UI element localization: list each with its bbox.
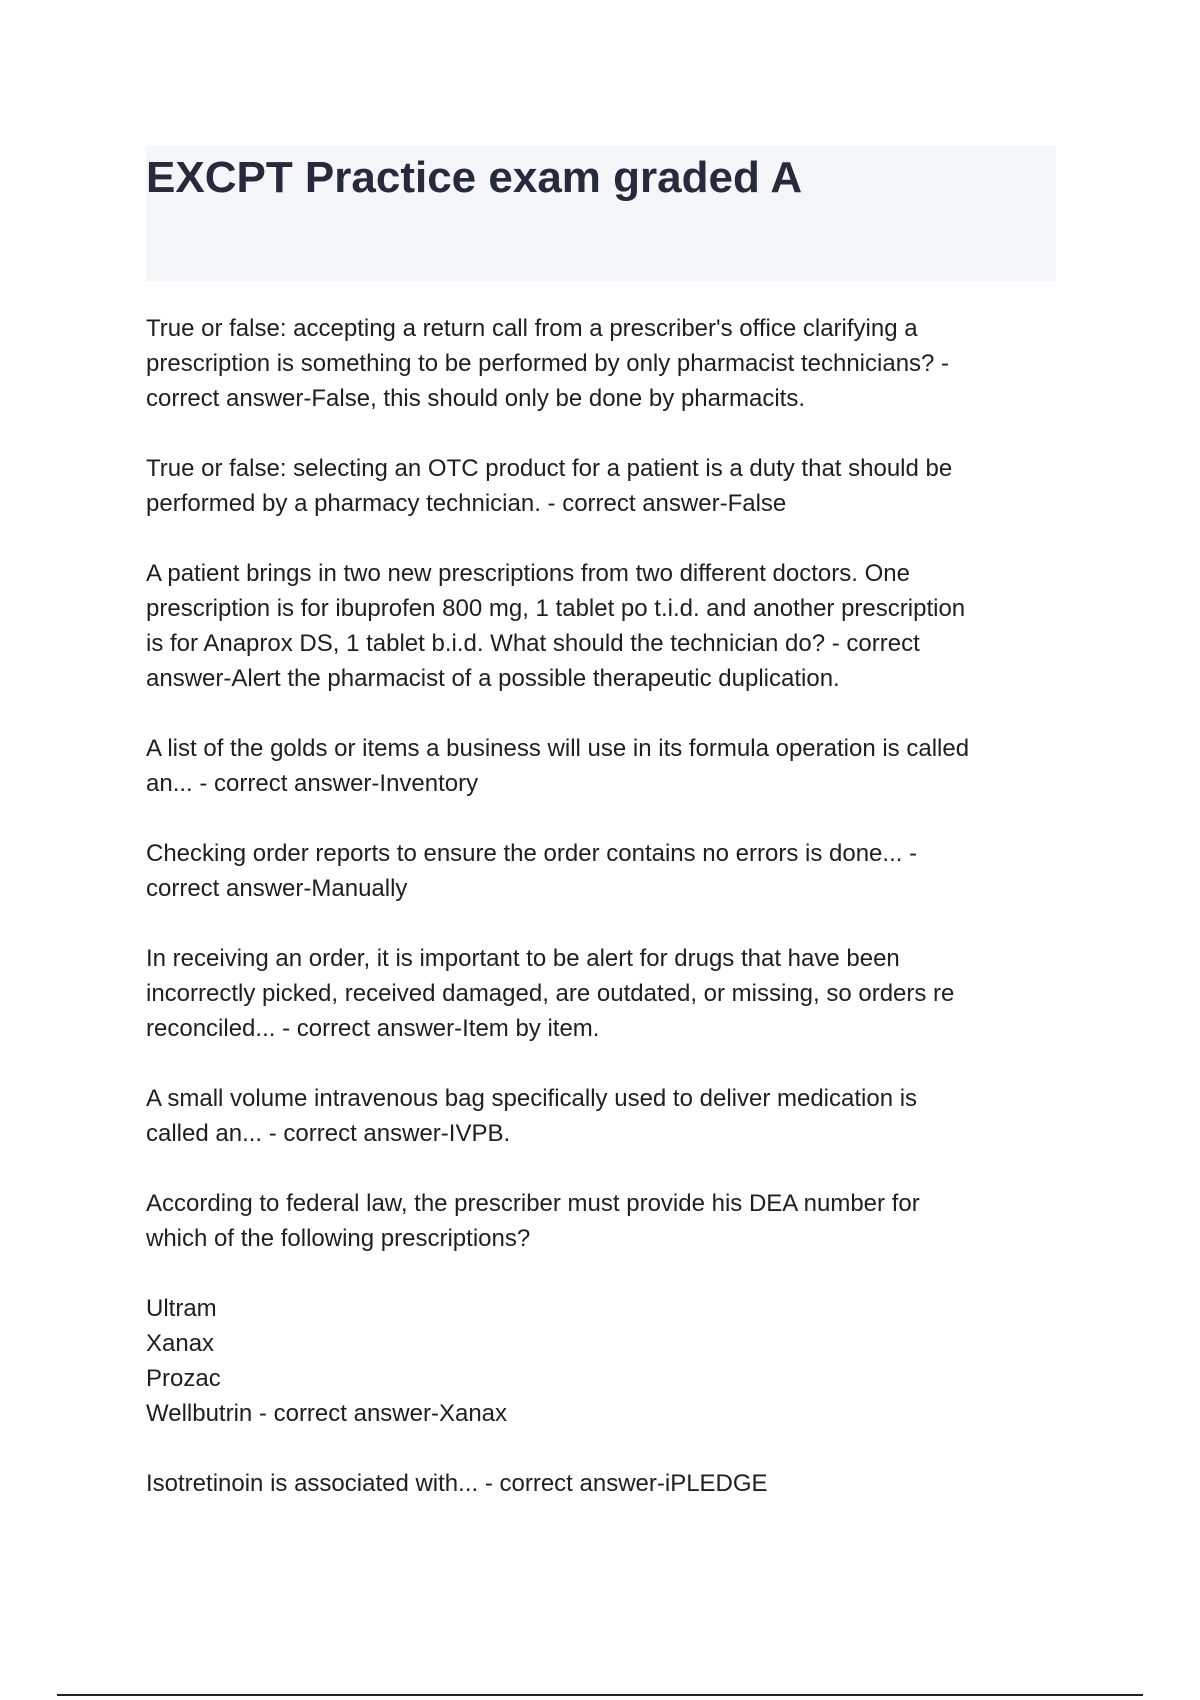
- qa-item: True or false: accepting a return call from a prescriber's office clarifying a prescription is something to be performed by only pharmacist technicians? - correct answer-False, this should only be done by pharmacits.: [146, 315, 950, 412]
- title-banner: [146, 146, 1056, 281]
- page-title: EXCPT Practice exam graded A: [146, 153, 803, 202]
- qa-item: A small volume intravenous bag specifically used to deliver medication is called an... - correct answer-IVPB.: [146, 1085, 918, 1147]
- qa-item: According to federal law, the prescriber must provide his DEA number for which of the following prescriptions?: [146, 1190, 920, 1252]
- qa-item: Checking order reports to ensure the order contains no errors is done... - correct answer-Manually: [146, 840, 918, 902]
- qa-item: Isotretinoin is associated with... - correct answer-iPLEDGE: [146, 1470, 768, 1497]
- qa-item: In receiving an order, it is important to be alert for drugs that have been incorrectly picked, received damaged, are outdated, or missing, so orders re reconciled... - correct answer-Item by item.: [146, 945, 955, 1042]
- qa-item: A patient brings in two new prescriptions from two different doctors. One prescription is for ibuprofen 800 mg, 1 tablet po t.i.d. and another prescription is for Anaprox DS, 1 tablet b.i.d. What should the technician do? - correct answer-Alert the pharmacist of a possible therapeutic duplication.: [146, 560, 966, 692]
- qa-item: Ultram Xanax Prozac Wellbutrin - correct answer-Xanax: [146, 1295, 508, 1427]
- qa-item: True or false: selecting an OTC product for a patient is a duty that should be performed by a pharmacy technician. - correct answer-False: [146, 455, 953, 517]
- qa-item: A list of the golds or items a business will use in its formula operation is called an... - correct answer-Inventory: [146, 735, 970, 797]
- qa-list: [146, 311, 1058, 1536]
- footer-divider: [57, 1694, 1143, 1696]
